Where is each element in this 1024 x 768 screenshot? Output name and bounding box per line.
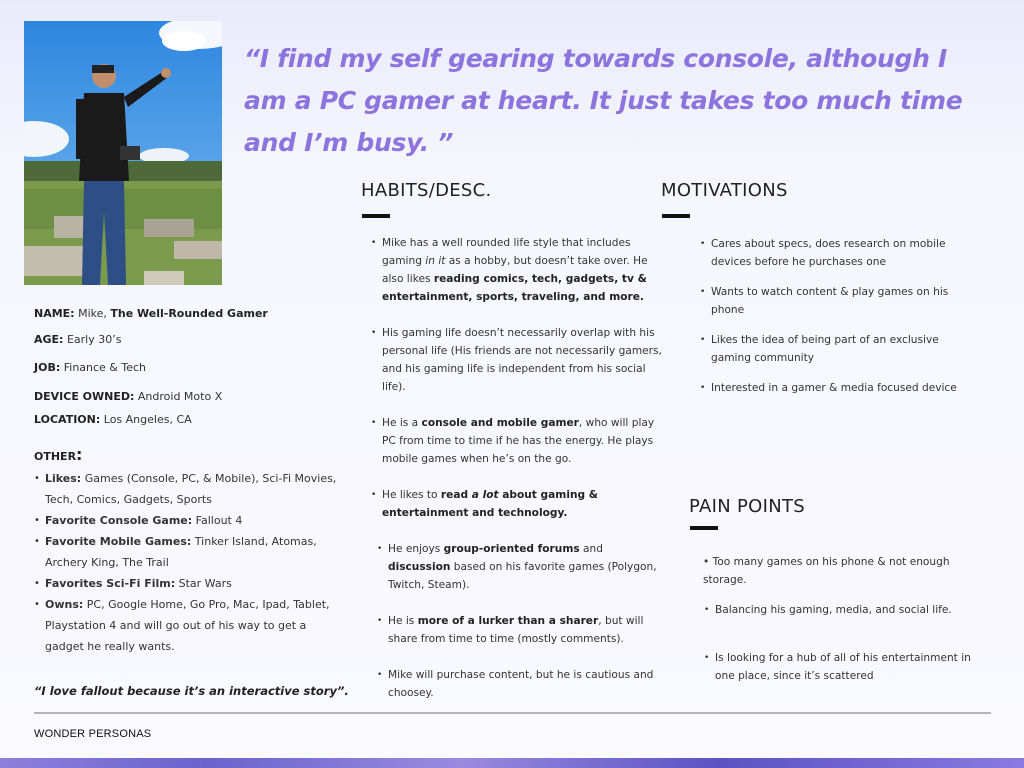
item-value: PC, Google Home, Go Pro, Mac, Ipad, Tablet, Playstation 4 and will go out of his way to get a gadget he really wants. (45, 598, 330, 653)
item-label: Likes: (45, 472, 82, 485)
other-heading (34, 445, 82, 464)
text: Mike will purchase content, but he is cautious and choosey. (388, 669, 654, 699)
bullet-icon: • (371, 238, 377, 248)
text-bold: group-oriented forums (443, 543, 580, 555)
bullet-icon: • (700, 335, 706, 345)
text: based on his favorite games (Polygon, Twitch, Steam). (388, 561, 657, 591)
name-label: NAME: (34, 307, 75, 320)
habit-bullet-1 (371, 234, 666, 306)
age-label: AGE: (34, 333, 64, 346)
bullet-icon: • (700, 383, 706, 393)
age-value: Early 30’s (63, 333, 122, 346)
pain-points-underline (690, 526, 718, 530)
text: , but will share from time to time (mostly comments). (388, 615, 644, 645)
motivation-item-2 (700, 283, 981, 319)
favorite-quote: “I love fallout because it’s an interactive story”. (34, 684, 349, 698)
item-label: Favorite Mobile Games: (45, 535, 192, 548)
habit-bullet-3 (371, 414, 666, 468)
text: , who will play PC from time to time if he has the energy. He plays mobile games when he’s on the go. (382, 417, 655, 465)
other-list (34, 468, 344, 657)
text-bold: more of a lurker than a sharer (417, 615, 599, 627)
bullet-icon: • (377, 616, 383, 626)
bullet-icon: • (371, 418, 377, 428)
bullet-icon: • (704, 605, 710, 615)
bottom-accent-band (0, 758, 1024, 768)
bullet-icon: • (371, 328, 377, 338)
text-bold-italic: a lot (471, 489, 499, 501)
text-bold: console and mobile gamer (421, 417, 579, 429)
persona-photo-illustration (24, 21, 222, 285)
item-value: Fallout 4 (192, 514, 243, 527)
bullet-icon: • (704, 653, 710, 663)
motivation-item-1 (700, 235, 981, 271)
text: Interested in a gamer & media focused device (711, 382, 957, 394)
text: He likes to (382, 489, 441, 501)
text: Cares about specs, does research on mobile devices before he purchases one (711, 238, 946, 268)
job-row (34, 361, 146, 374)
location-row (34, 413, 192, 426)
location-value: Los Angeles, CA (100, 413, 192, 426)
bullet-icon: • (700, 239, 706, 249)
name-title: The Well-Rounded Gamer (110, 307, 268, 320)
item-label: Favorite Console Game: (45, 514, 193, 527)
text: He enjoys (388, 543, 444, 555)
item-value: Tinker Island, Atomas, Archery King, The Trail (45, 535, 317, 569)
text-bold: discussion (388, 561, 451, 573)
habit-bullet-5 (377, 540, 666, 594)
bullet-icon: • (377, 544, 383, 554)
pain-points-heading: PAIN POINTS (689, 496, 806, 517)
text: His gaming life doesn’t necessarily overlap with his personal life (His friends are not necessarily gamers, and his gaming life is independent from his social life). (382, 327, 662, 393)
footer-brand: WONDER PERSONAS (34, 728, 152, 740)
item-value: Games (Console, PC, & Mobile), Sci-Fi Movies, Tech, Comics, Gadgets, Sports (45, 472, 337, 506)
habits-underline (362, 214, 390, 218)
name-value: Mike, (74, 307, 111, 320)
habit-bullet-7 (377, 666, 666, 702)
text-bold: reading comics, tech, gadgets, tv & entertainment, sports, traveling, and more. (382, 273, 647, 303)
bullet-icon: • (377, 670, 383, 680)
text: He is a (382, 417, 422, 429)
list-item (34, 510, 344, 531)
bullet-icon: • (700, 287, 706, 297)
text: Likes the idea of being part of an exclusive gaming community (711, 334, 939, 364)
list-item (34, 468, 344, 510)
text: Mike has a well rounded life style that includes gaming (382, 237, 631, 267)
text: He is (388, 615, 418, 627)
job-label: JOB: (34, 361, 61, 374)
item-value: Star Wars (175, 577, 232, 590)
text: Is looking for a hub of all of his entertainment in one place, since it’s scattered (715, 652, 971, 682)
item-label: Favorites Sci-Fi Film: (45, 577, 176, 590)
motivations-heading: MOTIVATIONS (661, 180, 788, 201)
bullet-icon: • (371, 490, 377, 500)
pain-point-3 (704, 649, 977, 685)
text-bold: read (440, 489, 472, 501)
location-label: LOCATION: (34, 413, 101, 426)
habit-bullet-4 (371, 486, 666, 522)
other-colon: : (76, 445, 83, 464)
persona-photo (24, 21, 222, 285)
habit-bullet-2 (371, 324, 666, 396)
name-row (34, 307, 268, 320)
item-label: Owns: (45, 598, 84, 611)
text: as a hobby, but doesn’t take over. He also likes (382, 255, 648, 285)
persona-quote: “I find my self gearing towards console, although I am a PC gamer at heart. It just takes too much time and I’m busy. ” (244, 44, 963, 157)
list-item (34, 531, 344, 573)
text-bold: about gaming & entertainment and technology. (382, 489, 599, 519)
text: and (579, 543, 603, 555)
habits-heading: HABITS/DESC. (361, 180, 492, 201)
device-row (34, 390, 222, 403)
motivation-item-4 (700, 379, 981, 397)
pain-point-2 (704, 601, 977, 619)
other-title: OTHER (34, 450, 77, 463)
habit-bullet-6 (377, 612, 666, 648)
text: • Too many games on his phone & not enough storage. (703, 556, 950, 586)
footer-divider (34, 712, 991, 714)
text: Balancing his gaming, media, and social life. (715, 604, 952, 616)
motivations-underline (662, 214, 690, 218)
device-value: Android Moto X (134, 390, 223, 403)
device-label: DEVICE OWNED: (34, 390, 135, 403)
age-row (34, 333, 121, 346)
text-italic: in it (425, 255, 446, 267)
list-item (34, 594, 344, 657)
job-value: Finance & Tech (60, 361, 147, 374)
text: Wants to watch content & play games on his phone (711, 286, 949, 316)
pain-point-1 (703, 553, 978, 589)
motivation-item-3 (700, 331, 981, 367)
list-item (34, 573, 344, 594)
